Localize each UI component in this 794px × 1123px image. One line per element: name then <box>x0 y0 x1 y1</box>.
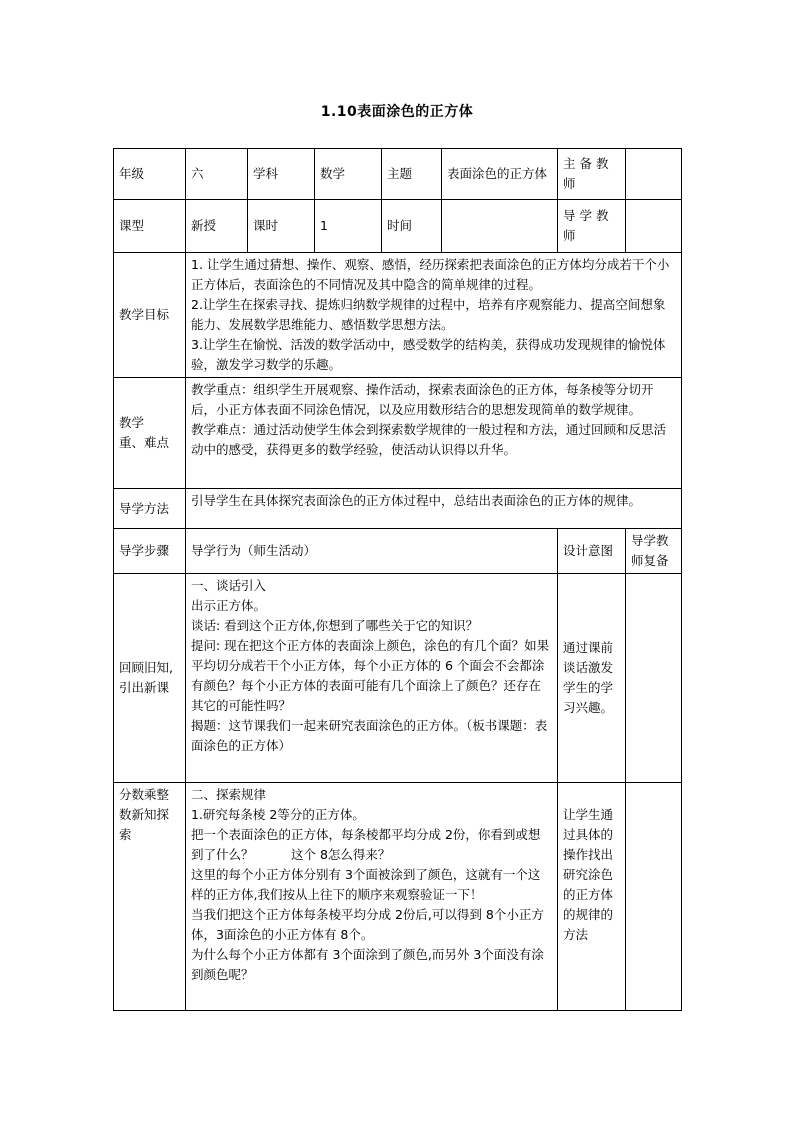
guide-teacher-value <box>626 200 682 253</box>
grade-value: 六 <box>186 149 248 200</box>
step2-label: 分数乘整数新知探索 <box>114 783 186 1011</box>
step1-label: 回顾旧知,引出新课 <box>114 574 186 783</box>
key-point-line: 教学难点：通过活动使学生体会到探索数学规律的一般过程和方法，通过回顾和反思活动中的感受，获得更多的数学经验，使活动认识得以升华。 <box>191 422 667 457</box>
lead-teacher-value <box>626 149 682 200</box>
step1-line: 一、谈话引入 <box>191 578 267 593</box>
info-row-2 <box>114 200 682 253</box>
hours-value: 1 <box>315 200 382 253</box>
key-points-content <box>186 378 682 489</box>
steps-col-intent: 设计意图 <box>558 529 626 574</box>
topic-value: 表面涂色的正方体 <box>442 149 558 200</box>
guide-teacher-label: 导学教师 <box>558 200 626 253</box>
lead-teacher-label: 主备教师 <box>558 149 626 200</box>
step2-row <box>114 783 682 1011</box>
step2-content <box>186 783 558 1011</box>
step1-intent: 通过课前谈话激发学生的学习兴趣。 <box>558 574 626 783</box>
key-points-label: 教学 重、难点 <box>114 378 186 489</box>
step2-line: 当我们把这个正方体每条棱平均分成 2份后,可以得到 8个小正方体，3面涂色的小正方体有 8个。 <box>191 907 544 942</box>
method-label: 导学方法 <box>114 489 186 529</box>
goal-line: 1. 让学生通过猜想、操作、观察、感悟，经历探索把表面涂色的正方体均分成若干个小正方体后，表面涂色的不同情况及其中隐含的简单规律的过程。 <box>191 257 670 292</box>
step2-line: 这里的每个小正方体分别有 3个面被涂到了颜色，这就有一个这样的正方体,我们按从上往下的顺序来观察验证一下！ <box>191 867 541 902</box>
step1-line: 提问: 现在把这个正方体的表面涂上颜色，涂色的有几个面？如果平均切分成若干个小正方体，每个小正方体的 6 个面会不会都涂有颜色？每个小正方体的表面可能有几个面涂上了颜色？还存在其它的可能性吗？ <box>191 638 550 713</box>
steps-col-action: 导学行为（师生活动） <box>186 529 558 574</box>
method-row <box>114 489 682 529</box>
subject-value: 数学 <box>315 149 382 200</box>
goals-row <box>114 253 682 378</box>
steps-col-step: 导学步骤 <box>114 529 186 574</box>
step1-review <box>626 574 682 783</box>
grade-label: 年级 <box>114 149 186 200</box>
steps-header-row <box>114 529 682 574</box>
time-label: 时间 <box>382 200 442 253</box>
step1-row <box>114 574 682 783</box>
step1-line: 揭题：这节课我们一起来研究表面涂色的正方体。（板书课题：表面涂色的正方体） <box>191 718 548 753</box>
step2-line: 为什么每个小正方体都有 3个面涂到了颜色,而另外 3个面没有涂到颜色呢？ <box>191 947 544 982</box>
step2-line: 二、探索规律 <box>191 787 267 802</box>
subject-label: 学科 <box>248 149 315 200</box>
step2-line: 把一个表面涂色的正方体，每条棱都平均分成 2份，你看到或想到了什么？ 这个 8怎么得来？ <box>191 827 541 862</box>
page-title: 1.10表面涂色的正方体 <box>320 104 474 120</box>
info-row-1 <box>114 149 682 200</box>
goals-label: 教学目标 <box>114 253 186 378</box>
hours-label: 课时 <box>248 200 315 253</box>
key-points-row <box>114 378 682 489</box>
key-point-line: 教学重点：组织学生开展观察、操作活动，探索表面涂色的正方体，每条棱等分切开后，小正方体表面不同涂色情况，以及应用数形结合的思想发现简单的数学规律。 <box>191 382 654 417</box>
topic-label: 主题 <box>382 149 442 200</box>
step2-intent: 让学生通过具体的操作找出研究涂色的正方体的规律的方法 <box>558 783 626 1011</box>
step1-line: 谈话: 看到这个正方体,你想到了哪些关于它的知识？ <box>191 618 479 633</box>
step1-content <box>186 574 558 783</box>
step2-review <box>626 783 682 1011</box>
goal-line: 3.让学生在愉悦、活泼的数学活动中，感受数学的结构美，获得成功发现规律的愉悦体验，激发学习数学的乐趣。 <box>191 337 666 372</box>
method-content: 引导学生在具体探究表面涂色的正方体过程中，总结出表面涂色的正方体的规律。 <box>186 489 682 529</box>
goals-content <box>186 253 682 378</box>
lesson-plan-table <box>113 148 682 1011</box>
type-value: 新授 <box>186 200 248 253</box>
goal-line: 2.让学生在探索寻找、提炼归纳数学规律的过程中，培养有序观察能力、提高空间想象能力、发展数学思维能力、感悟数学思想方法。 <box>191 297 666 332</box>
step1-line: 出示正方体。 <box>191 598 267 613</box>
type-label: 课型 <box>114 200 186 253</box>
steps-col-review: 导学教师复备 <box>626 529 682 574</box>
time-value <box>442 200 558 253</box>
step2-line: 1.研究每条棱 2等分的正方体。 <box>191 807 365 822</box>
